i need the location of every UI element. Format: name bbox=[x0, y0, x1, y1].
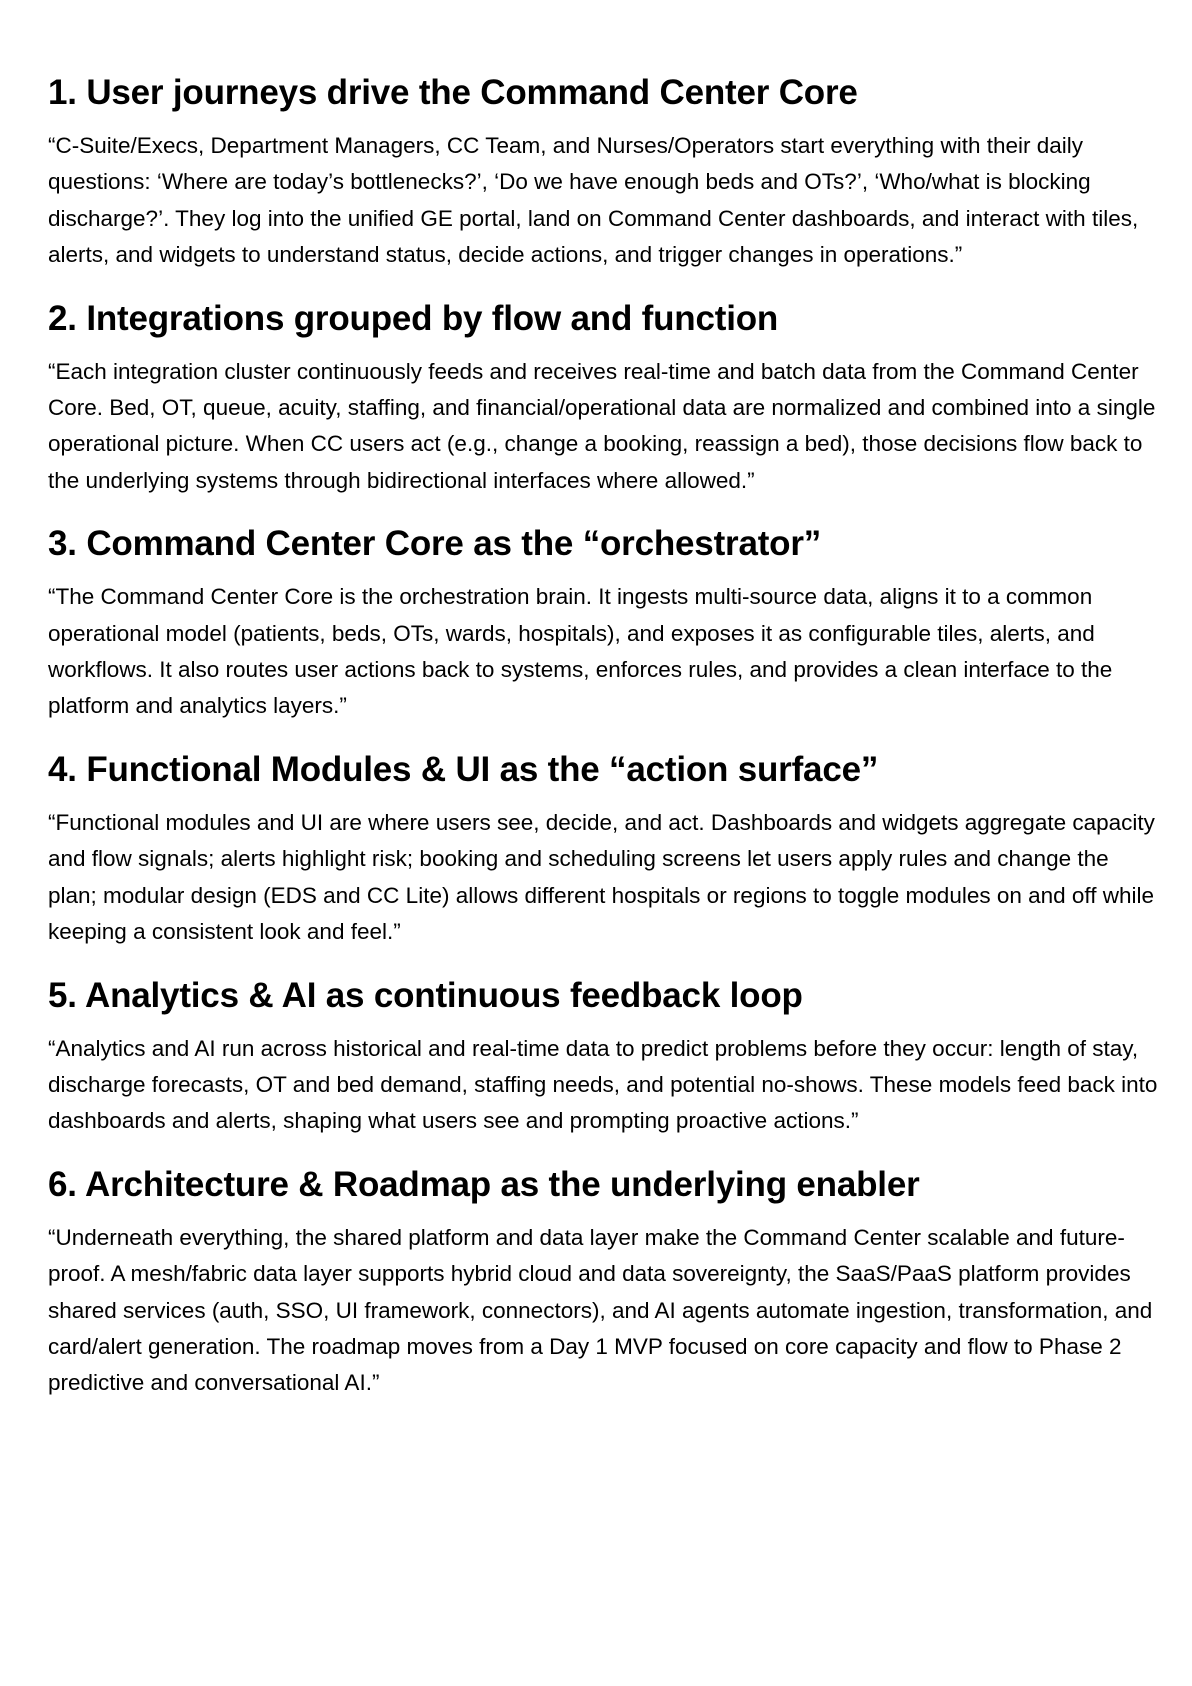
section-user-journeys bbox=[48, 68, 1158, 274]
section-heading: 2. Integrations grouped by flow and function bbox=[48, 298, 779, 338]
section-heading: 6. Architecture & Roadmap as the underlying enabler bbox=[48, 1164, 920, 1204]
document-page bbox=[48, 68, 1158, 1402]
section-paragraph: “The Command Center Core is the orchestration brain. It ingests multi-source data, aligns it to a common operational model (patients, beds, OTs, wards, hospitals), and exposes it as configurable tiles, alerts, and workflows. It also routes user actions back to systems, enforces rules, and provides a clean interface to the platform and analytics layers.” bbox=[48, 584, 1113, 719]
section-integrations bbox=[48, 294, 1158, 500]
section-paragraph: “C-Suite/Execs, Department Managers, CC Team, and Nurses/Operators start everything with their daily questions: ‘Where are today’s bottlenecks?’, ‘Do we have enough beds and OTs?’, ‘Who/what is blocking discharge?’. They log into the unified GE portal, land on Command Center dashboards, and interact with tiles, alerts, and widgets to understand status, decide actions, and trigger changes in operations.” bbox=[48, 133, 1139, 268]
section-paragraph: “Analytics and AI run across historical and real-time data to predict problems before they occur: length of stay, discharge forecasts, OT and bed demand, staffing needs, and potential no-shows. These models feed back into dashboards and alerts, shaping what users see and prompting proactive actions.” bbox=[48, 1035, 1158, 1134]
section-heading: 4. Functional Modules & UI as the “action surface” bbox=[48, 749, 879, 789]
section-analytics-ai bbox=[48, 971, 1158, 1140]
section-command-center-core bbox=[48, 519, 1158, 725]
section-architecture-roadmap bbox=[48, 1160, 1158, 1402]
section-paragraph: “Each integration cluster continuously feeds and receives real-time and batch data from the Command Center Core. Bed, OT, queue, acuity, staffing, and financial/operational data are normalized and combined into a single operational picture. When CC users act (e.g., change a booking, reassign a bed), those decisions flow back to the underlying systems through bidirectional interfaces where allowed.” bbox=[48, 358, 1156, 493]
section-heading: 3. Command Center Core as the “orchestrator” bbox=[48, 524, 822, 564]
section-paragraph: “Functional modules and UI are where users see, decide, and act. Dashboards and widgets aggregate capacity and flow signals; alerts highlight risk; booking and scheduling screens let users apply rules and change the plan; modular design (EDS and CC Lite) allows different hospitals or regions to toggle modules on and off while keeping a consistent look and feel.” bbox=[48, 809, 1155, 945]
section-paragraph: “Underneath everything, the shared platform and data layer make the Command Center scalable and future-proof. A mesh/fabric data layer supports hybrid cloud and data sovereignty, the SaaS/PaaS platform provides shared services (auth, SSO, UI framework, connectors), and AI agents automate ingestion, transformation, and card/alert generation. The roadmap moves from a Day 1 MVP focused on core capacity and flow to Phase 2 predictive and conversational AI.” bbox=[48, 1224, 1153, 1396]
section-functional-modules bbox=[48, 745, 1158, 951]
section-heading: 5. Analytics & AI as continuous feedback loop bbox=[48, 975, 803, 1015]
section-heading: 1. User journeys drive the Command Center Core bbox=[48, 73, 858, 112]
